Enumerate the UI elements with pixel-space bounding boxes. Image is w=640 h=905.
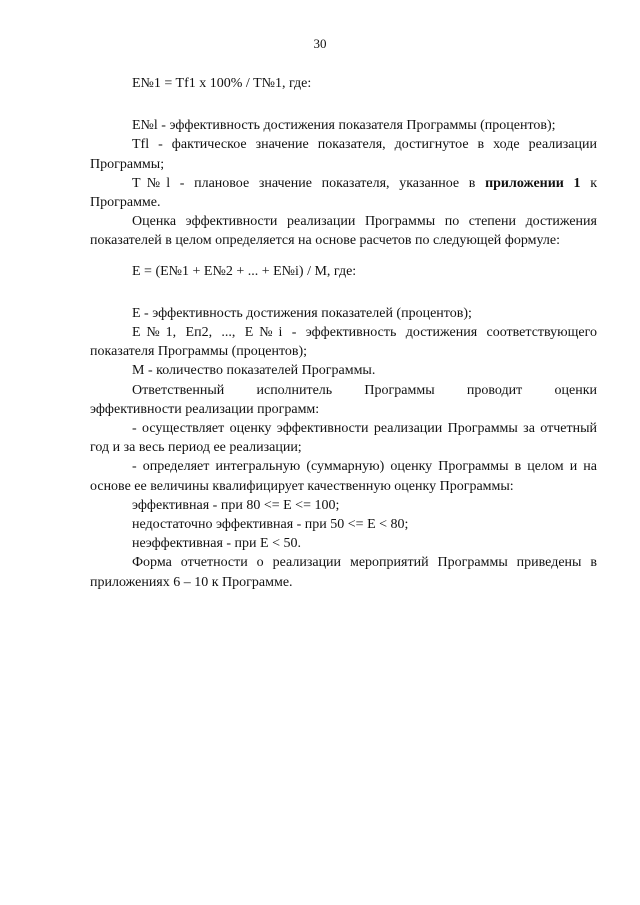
grade-effective: эффективная - при 80 <= E <= 100; xyxy=(132,497,340,513)
definition-tf: Tfl - фактическое значение показателя, достигнутое в ходе реализации Программы; xyxy=(90,137,597,172)
responsible-executor-line1: Ответственный исполнитель Программы проводит оценки xyxy=(132,382,597,398)
definition-tn-tail: к Программе. xyxy=(90,175,597,211)
bullet-annual-assessment: - осуществляет оценку эффективности реализации Программы за отчетный год и за весь период ее реализации; xyxy=(90,421,597,456)
definition-tn xyxy=(90,174,597,212)
definition-e: E - эффективность достижения показателей (процентов); xyxy=(132,305,472,321)
page-number: 30 xyxy=(313,36,327,51)
appendix-reference: приложении 1 xyxy=(485,175,581,191)
efficiency-formula-total: E = (E№1 + E№2 + ... + E№i) / M, где: xyxy=(132,263,357,279)
assessment-intro: Оценка эффективности реализации Программы по степени достижения показателей в целом определяется на основе расчетов по следующей формуле: xyxy=(90,214,597,249)
definition-eni: E№1, Еп2, ..., E№i - эффективность достижения соответствующего показателя Программы (процентов); xyxy=(90,325,597,360)
grade-insufficient: недостаточно эффективная - при 50 <= E < 80; xyxy=(132,517,409,533)
document-body xyxy=(90,74,597,592)
definition-tn-text: T№l - плановое значение показателя, указанное в xyxy=(132,175,486,191)
bullet-integral-assessment: - определяет интегральную (суммарную) оценку Программы в целом и на основе ее величины квалифицирует качественную оценку Программы: xyxy=(90,459,597,494)
responsible-executor-line2: эффективности реализации программ: xyxy=(90,401,320,417)
efficiency-formula-single: E№1 = Tf1 x 100% / T№1, где: xyxy=(132,76,312,91)
definition-m: M - количество показателей Программы. xyxy=(132,363,376,379)
grade-ineffective: неэффективная - при E < 50. xyxy=(132,536,301,552)
definition-en: E№l - эффективность достижения показателя Программы (процентов); xyxy=(132,118,556,134)
reporting-form-note: Форма отчетности о реализации мероприятий Программы приведены в приложениях 6 – 10 к Программе. xyxy=(90,555,597,590)
